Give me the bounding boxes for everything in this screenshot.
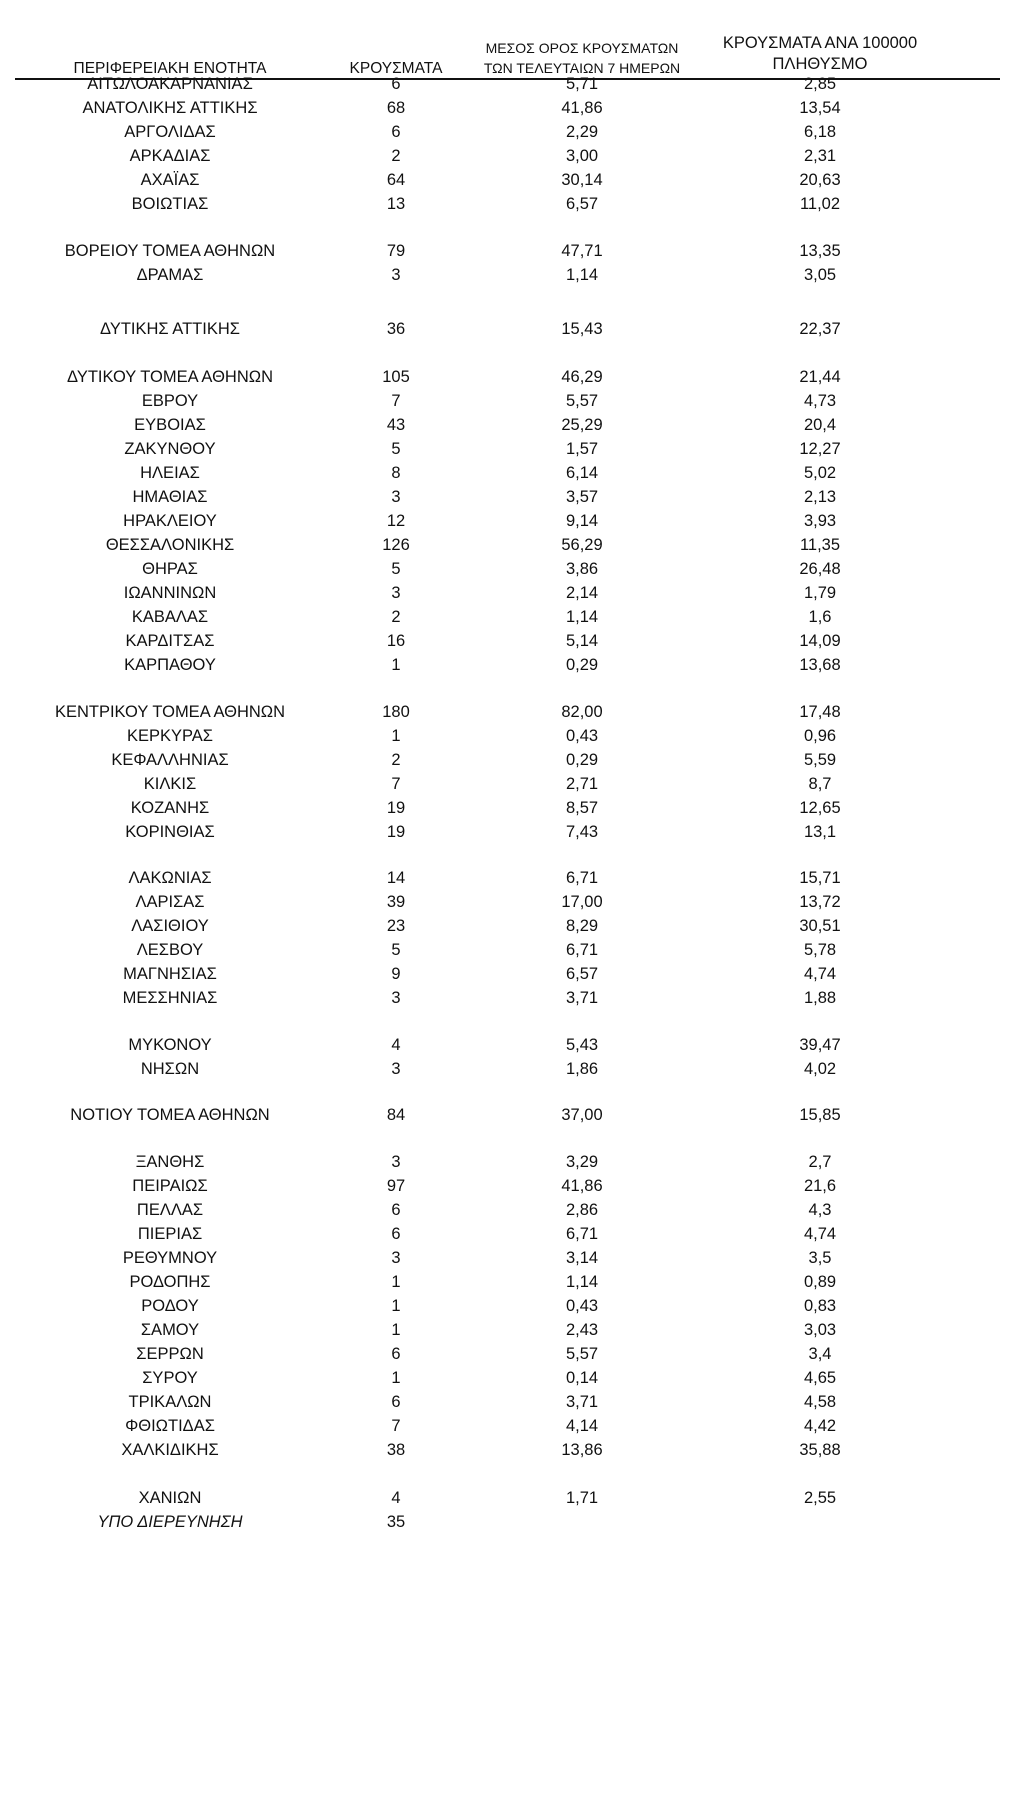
cases-cell: 180	[382, 703, 410, 721]
avg-7-days-cell: 6,71	[565, 869, 599, 887]
cases-cell: 39	[386, 893, 406, 911]
region-cell: ΚΕΡΚΥΡΑΣ	[126, 727, 213, 745]
region-cell: ΗΛΕΙΑΣ	[140, 464, 200, 482]
per-100k-cell: 26,48	[799, 560, 841, 578]
avg-7-days-cell: 9,14	[565, 512, 599, 530]
cases-cell: 126	[382, 536, 410, 554]
region-cell: ΚΑΡΔΙΤΣΑΣ	[125, 632, 215, 650]
avg-7-days-cell: 1,71	[565, 1489, 599, 1507]
avg-7-days-cell: 25,29	[561, 416, 603, 434]
per-100k-cell: 3,03	[803, 1321, 837, 1339]
cases-cell: 2	[391, 608, 401, 626]
region-cell: ΜΑΓΝΗΣΙΑΣ	[123, 965, 217, 983]
per-100k-cell: 13,35	[799, 242, 841, 260]
per-100k-cell: 5,02	[803, 464, 837, 482]
per-100k-cell: 11,02	[799, 195, 841, 213]
region-cell: ΔΡΑΜΑΣ	[136, 266, 204, 284]
table-row	[0, 261, 1016, 289]
cases-cell: 4	[391, 1036, 401, 1054]
per-100k-cell: 3,4	[808, 1345, 832, 1363]
avg-7-days-cell: 2,86	[565, 1201, 599, 1219]
region-cell: ΚΑΡΠΑΘΟΥ	[124, 656, 216, 674]
cases-cell: 7	[391, 775, 401, 793]
per-100k-cell: 8,7	[808, 775, 832, 793]
per-100k-cell: 35,88	[799, 1441, 841, 1459]
avg-7-days-cell: 56,29	[561, 536, 603, 554]
column-header-avg-line1: ΜΕΣΟΣ ΟΡΟΣ ΚΡΟΥΣΜΑΤΩΝ	[485, 40, 679, 56]
per-100k-cell: 20,63	[799, 171, 841, 189]
region-cell: ΡΟΔΟΠΗΣ	[129, 1273, 211, 1291]
avg-7-days-cell: 6,57	[565, 965, 599, 983]
region-cell: ΝΟΤΙΟΥ ΤΟΜΕΑ ΑΘΗΝΩΝ	[70, 1106, 270, 1124]
column-header-per-line2: ΠΛΗΘΥΣΜΟ	[772, 55, 868, 73]
per-100k-cell: 4,02	[803, 1060, 837, 1078]
per-100k-cell: 3,93	[803, 512, 837, 530]
cases-cell: 9	[391, 965, 401, 983]
avg-7-days-cell: 6,57	[565, 195, 599, 213]
avg-7-days-cell: 3,71	[565, 989, 599, 1007]
cases-cell: 13	[386, 195, 406, 213]
cases-cell: 3	[391, 1153, 401, 1171]
per-100k-cell: 6,18	[803, 123, 837, 141]
cases-cell: 7	[391, 392, 401, 410]
per-100k-cell: 4,58	[803, 1393, 837, 1411]
region-cell: ΒΟΙΩΤΙΑΣ	[131, 195, 209, 213]
column-header-region-label: ΠΕΡΙΦΕΡΕΙΑΚΗ ΕΝΟΤΗΤΑ	[73, 60, 267, 77]
avg-7-days-cell: 2,71	[565, 775, 599, 793]
cases-cell: 1	[391, 1297, 401, 1315]
region-cell: ΧΑΛΚΙΔΙΚΗΣ	[121, 1441, 219, 1459]
region-cell: ΔΥΤΙΚΗΣ ΑΤΤΙΚΗΣ	[100, 320, 240, 338]
table-row	[0, 1436, 1016, 1464]
region-cell: ΑΝΑΤΟΛΙΚΗΣ ΑΤΤΙΚΗΣ	[82, 99, 258, 117]
region-cell: ΛΕΣΒΟΥ	[136, 941, 204, 959]
region-cell: ΘΗΡΑΣ	[142, 560, 198, 578]
cases-cell: 7	[391, 1417, 401, 1435]
table-row	[0, 190, 1016, 218]
avg-7-days-cell: 0,43	[565, 727, 599, 745]
cases-cell: 84	[386, 1106, 406, 1124]
avg-7-days-cell: 1,14	[565, 266, 599, 284]
table-row	[0, 315, 1016, 343]
per-100k-cell: 22,37	[799, 320, 841, 338]
cases-cell: 1	[391, 1273, 401, 1291]
per-100k-cell: 1,6	[808, 608, 832, 626]
avg-7-days-cell: 0,43	[565, 1297, 599, 1315]
per-100k-cell: 2,7	[808, 1153, 832, 1171]
per-100k-cell: 15,71	[799, 869, 841, 887]
avg-7-days-cell: 7,43	[565, 823, 599, 841]
avg-7-days-cell: 5,57	[565, 392, 599, 410]
table-row	[0, 984, 1016, 1012]
cases-cell: 3	[391, 1060, 401, 1078]
cases-cell: 3	[391, 266, 401, 284]
per-100k-cell: 17,48	[799, 703, 841, 721]
per-100k-cell: 4,65	[803, 1369, 837, 1387]
region-cell: ΑΙΤΩΛΟΑΚΑΡΝΑΝΙΑΣ	[87, 75, 253, 93]
avg-7-days-cell: 1,14	[565, 1273, 599, 1291]
per-100k-cell: 15,85	[799, 1106, 841, 1124]
per-100k-cell: 3,05	[803, 266, 837, 284]
table-row	[0, 1055, 1016, 1083]
cases-cell: 23	[386, 917, 406, 935]
per-100k-cell: 13,72	[799, 893, 841, 911]
region-cell: ΑΡΚΑΔΙΑΣ	[129, 147, 211, 165]
avg-7-days-cell: 5,71	[565, 75, 599, 93]
per-100k-cell: 3,5	[808, 1249, 832, 1267]
per-100k-cell: 2,31	[803, 147, 837, 165]
region-cell: ΘΕΣΣΑΛΟΝΙΚΗΣ	[105, 536, 235, 554]
table-row	[0, 1508, 1016, 1536]
avg-7-days-cell: 41,86	[561, 1177, 603, 1195]
avg-7-days-cell: 41,86	[561, 99, 603, 117]
avg-7-days-cell: 2,14	[565, 584, 599, 602]
cases-cell: 6	[391, 1201, 401, 1219]
region-cell: ΠΕΛΛΑΣ	[136, 1201, 204, 1219]
cases-cell: 5	[391, 440, 401, 458]
cases-cell: 3	[391, 989, 401, 1007]
region-cell: ΚΙΛΚΙΣ	[143, 775, 197, 793]
region-cell: ΝΗΣΩΝ	[140, 1060, 200, 1078]
avg-7-days-cell: 46,29	[561, 368, 603, 386]
cases-cell: 3	[391, 1249, 401, 1267]
per-100k-cell: 0,83	[803, 1297, 837, 1315]
region-cell: ΜΕΣΣΗΝΙΑΣ	[122, 989, 218, 1007]
cases-cell: 2	[391, 751, 401, 769]
per-100k-cell: 14,09	[799, 632, 841, 650]
avg-7-days-cell: 2,43	[565, 1321, 599, 1339]
cases-cell: 19	[386, 823, 406, 841]
region-cell: ΛΑΡΙΣΑΣ	[135, 893, 205, 911]
per-100k-cell: 0,89	[803, 1273, 837, 1291]
cases-cell: 1	[391, 1321, 401, 1339]
per-100k-cell: 2,13	[803, 488, 837, 506]
region-cell: ΡΕΘΥΜΝΟΥ	[122, 1249, 218, 1267]
cases-cell: 6	[391, 1345, 401, 1363]
per-100k-cell: 1,79	[803, 584, 837, 602]
avg-7-days-cell: 47,71	[561, 242, 603, 260]
region-cell: ΕΒΡΟΥ	[141, 392, 199, 410]
region-cell: ΜΥΚΟΝΟΥ	[128, 1036, 212, 1054]
avg-7-days-cell: 0,29	[565, 656, 599, 674]
avg-7-days-cell: 5,14	[565, 632, 599, 650]
region-cell: ΧΑΝΙΩΝ	[138, 1489, 202, 1507]
avg-7-days-cell: 3,14	[565, 1249, 599, 1267]
cases-cell: 6	[391, 123, 401, 141]
column-header-per-line1: ΚΡΟΥΣΜΑΤΑ ΑΝΑ 100000	[722, 34, 918, 52]
cases-cell: 38	[386, 1441, 406, 1459]
column-header-per-100k	[700, 33, 940, 75]
cases-cell: 79	[386, 242, 406, 260]
per-100k-cell: 13,68	[799, 656, 841, 674]
region-cell: ΥΠΟ ΔΙΕΡΕΥΝΗΣΗ	[97, 1513, 243, 1531]
avg-7-days-cell: 3,86	[565, 560, 599, 578]
cases-cell: 1	[391, 727, 401, 745]
region-cell: ΒΟΡΕΙΟΥ ΤΟΜΕΑ ΑΘΗΝΩΝ	[64, 242, 276, 260]
per-100k-cell: 30,51	[799, 917, 841, 935]
per-100k-cell: 13,54	[799, 99, 841, 117]
region-cell: ΑΧΑΪΑΣ	[140, 171, 200, 189]
cases-cell: 2	[391, 147, 401, 165]
per-100k-cell: 21,44	[799, 368, 841, 386]
avg-7-days-cell: 2,29	[565, 123, 599, 141]
cases-cell: 6	[391, 75, 401, 93]
cases-cell: 16	[386, 632, 406, 650]
cases-cell: 14	[386, 869, 406, 887]
avg-7-days-cell: 5,57	[565, 1345, 599, 1363]
region-cell: ΖΑΚΥΝΘΟΥ	[124, 440, 216, 458]
cases-cell: 6	[391, 1393, 401, 1411]
avg-7-days-cell: 3,57	[565, 488, 599, 506]
cases-cell: 5	[391, 560, 401, 578]
per-100k-cell: 12,65	[799, 799, 841, 817]
region-cell: ΗΜΑΘΙΑΣ	[132, 488, 208, 506]
region-cell: ΛΑΚΩΝΙΑΣ	[128, 869, 212, 887]
avg-7-days-cell: 6,71	[565, 941, 599, 959]
region-cell: ΠΕΙΡΑΙΩΣ	[132, 1177, 208, 1195]
avg-7-days-cell: 3,71	[565, 1393, 599, 1411]
avg-7-days-cell: 15,43	[561, 320, 603, 338]
avg-7-days-cell: 3,00	[565, 147, 599, 165]
cases-cell: 1	[391, 1369, 401, 1387]
region-cell: ΚΟΡΙΝΘΙΑΣ	[125, 823, 215, 841]
per-100k-cell: 4,74	[803, 1225, 837, 1243]
cases-cell: 5	[391, 941, 401, 959]
region-cell: ΚΑΒΑΛΑΣ	[131, 608, 209, 626]
avg-7-days-cell: 30,14	[561, 171, 603, 189]
avg-7-days-cell: 0,29	[565, 751, 599, 769]
region-cell: ΔΥΤΙΚΟΥ ΤΟΜΕΑ ΑΘΗΝΩΝ	[67, 368, 273, 386]
per-100k-cell	[700, 1508, 940, 1536]
avg-7-days-cell	[462, 1508, 702, 1536]
per-100k-cell: 12,27	[799, 440, 841, 458]
cases-cell: 105	[382, 368, 410, 386]
avg-7-days-cell: 1,86	[565, 1060, 599, 1078]
per-100k-cell: 11,35	[799, 536, 841, 554]
cases-cell: 64	[386, 171, 406, 189]
per-100k-cell: 4,74	[803, 965, 837, 983]
cases-cell: 35	[386, 1513, 406, 1531]
region-cell: ΣΥΡΟΥ	[142, 1369, 198, 1387]
region-cell: ΚΕΝΤΡΙΚΟΥ ΤΟΜΕΑ ΑΘΗΝΩΝ	[54, 703, 286, 721]
region-cell: ΣΕΡΡΩΝ	[136, 1345, 204, 1363]
avg-7-days-cell: 6,14	[565, 464, 599, 482]
per-100k-cell: 4,3	[808, 1201, 832, 1219]
per-100k-cell: 13,1	[803, 823, 837, 841]
avg-7-days-cell: 3,29	[565, 1153, 599, 1171]
cases-cell: 43	[386, 416, 406, 434]
avg-7-days-cell: 17,00	[561, 893, 603, 911]
per-100k-cell: 20,4	[803, 416, 837, 434]
per-100k-cell: 5,59	[803, 751, 837, 769]
region-cell: ΗΡΑΚΛΕΙΟΥ	[123, 512, 217, 530]
cases-cell: 68	[386, 99, 406, 117]
cases-cell: 6	[391, 1225, 401, 1243]
per-100k-cell: 2,55	[803, 1489, 837, 1507]
avg-7-days-cell: 4,14	[565, 1417, 599, 1435]
region-cell: ΕΥΒΟΙΑΣ	[134, 416, 206, 434]
avg-7-days-cell: 13,86	[561, 1441, 603, 1459]
avg-7-days-cell: 37,00	[561, 1106, 603, 1124]
region-cell: ΡΟΔΟΥ	[141, 1297, 199, 1315]
per-100k-cell: 39,47	[799, 1036, 841, 1054]
region-cell: ΙΩΑΝΝΙΝΩΝ	[123, 584, 217, 602]
avg-7-days-cell: 1,14	[565, 608, 599, 626]
table-row	[0, 818, 1016, 846]
per-100k-cell: 4,42	[803, 1417, 837, 1435]
table-row	[0, 651, 1016, 679]
cases-cell: 8	[391, 464, 401, 482]
avg-7-days-cell: 8,57	[565, 799, 599, 817]
cases-cell: 1	[391, 656, 401, 674]
region-cell: ΞΑΝΘΗΣ	[135, 1153, 205, 1171]
cases-cell: 3	[391, 584, 401, 602]
cases-cell: 4	[391, 1489, 401, 1507]
region-cell: ΣΑΜΟΥ	[140, 1321, 200, 1339]
region-cell: ΚΟΖΑΝΗΣ	[130, 799, 210, 817]
cases-cell: 19	[386, 799, 406, 817]
region-cell: ΑΡΓΟΛΙΔΑΣ	[124, 123, 216, 141]
column-header-avg-line2: ΤΩΝ ΤΕΛΕΥΤΑΙΩΝ 7 ΗΜΕΡΩΝ	[483, 60, 681, 76]
per-100k-cell: 5,78	[803, 941, 837, 959]
cases-cell: 12	[386, 512, 406, 530]
cases-cell: 3	[391, 488, 401, 506]
per-100k-cell: 4,73	[803, 392, 837, 410]
avg-7-days-cell: 6,71	[565, 1225, 599, 1243]
avg-7-days-cell: 82,00	[561, 703, 603, 721]
column-header-cases-label: ΚΡΟΥΣΜΑΤΑ	[349, 60, 443, 77]
per-100k-cell: 1,88	[803, 989, 837, 1007]
per-100k-cell: 21,6	[803, 1177, 837, 1195]
region-cell: ΛΑΣΙΘΙΟΥ	[131, 917, 209, 935]
avg-7-days-cell: 8,29	[565, 917, 599, 935]
per-100k-cell: 0,96	[803, 727, 837, 745]
per-100k-cell: 2,85	[803, 75, 837, 93]
region-cell: ΚΕΦΑΛΛΗΝΙΑΣ	[111, 751, 229, 769]
avg-7-days-cell: 0,14	[565, 1369, 599, 1387]
avg-7-days-cell: 5,43	[565, 1036, 599, 1054]
region-cell: ΦΘΙΩΤΙΔΑΣ	[125, 1417, 215, 1435]
region-cell: ΠΙΕΡΙΑΣ	[137, 1225, 203, 1243]
avg-7-days-cell: 1,57	[565, 440, 599, 458]
region-cell: ΤΡΙΚΑΛΩΝ	[128, 1393, 212, 1411]
cases-cell: 97	[386, 1177, 406, 1195]
cases-cell: 36	[386, 320, 406, 338]
table-row	[0, 1101, 1016, 1129]
